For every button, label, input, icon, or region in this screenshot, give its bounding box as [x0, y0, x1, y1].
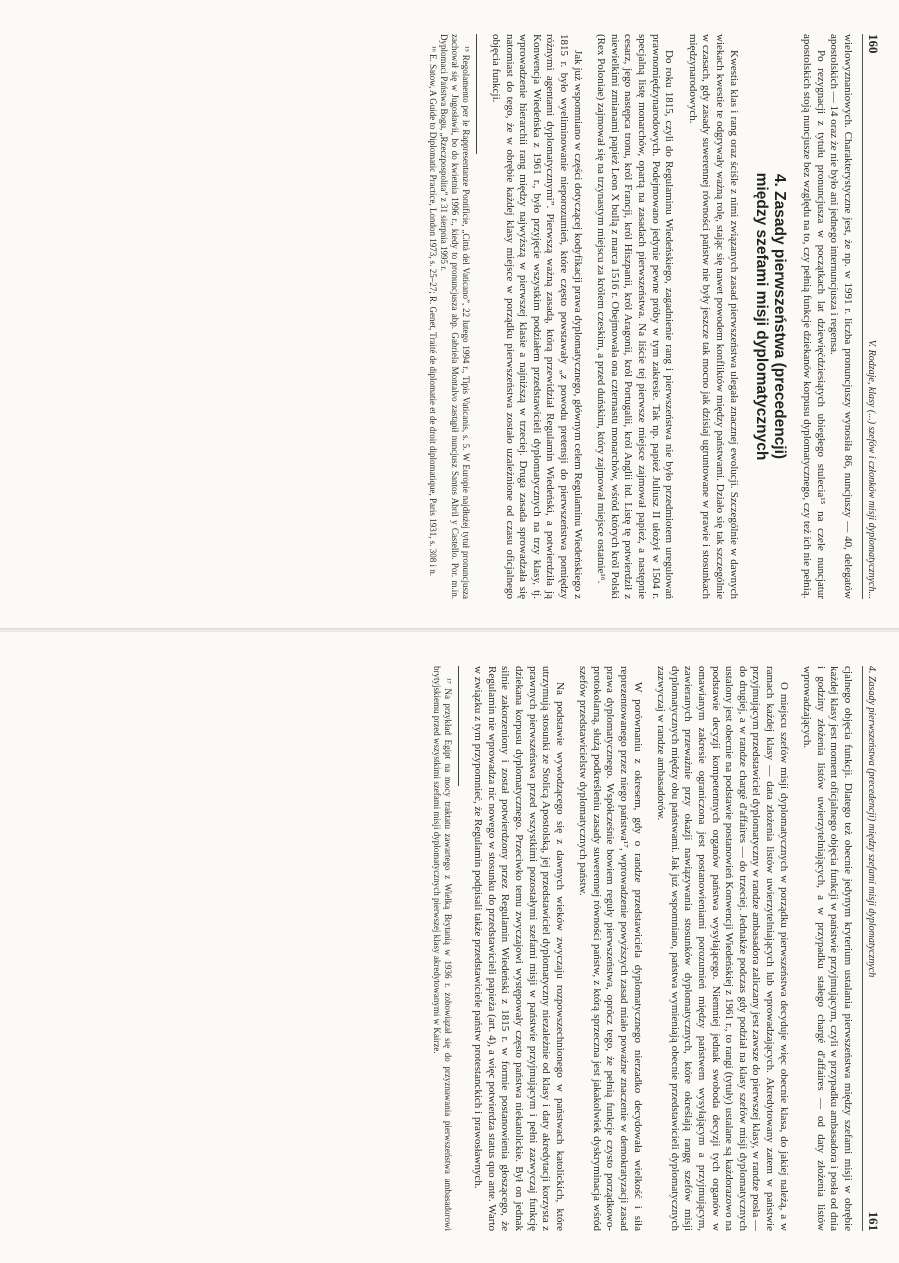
paragraph: Do roku 1815, czyli do Regulaminu Wiedeńskiego, zagadnienie rang i pierwszeństwa nie było przedmiotem uregulowań prawnomiędzynarodowych. Podejmowano jedynie pewne próby w tym zakresie. Tak np. papież Juliusz II ułożył w 1504 r. specjalną listę monarchów, opartą na zasadach pierwszeństwa. Na liście tej pierwsze miejsce zajmował papież, a następnie cesarz, jego następca tronu, król Francji, król Hiszpanii, król Aragonii, król Portugalii, król Anglii itd. Listę tę potwierdził z niewielkimi zmianami papież Leon X bullą z marca 1516 r. Obejmowała ona czternastu monarchów, wśród których król Polski (Rex Poloniae) zajmował się na trzynastym miejscu za królem czeskim, a przed duńskim, który zajmował miejsce ostatnie¹⁶. — [595, 34, 676, 599]
right-page — [0, 632, 899, 1263]
paragraph: cjalnego objęcia funkcji. Dlatego też obecnie jedynym kryterium ustalania pierwszeństwa między szefami misji w obrębie każdej klasy jest moment oficjalnego objęcia funkcji w państwie przyjmującym, czyli w przypadku ambasadora i posła od dnia i godziny złożenia listów uwierzytelniających, a w przypadku stałego chargé d'affaires — od daty złożenia listów wprowadzających. — [801, 666, 854, 1231]
right-running-header — [862, 666, 881, 1231]
left-header-title: V. Rodzaje, klasy (...) szefów i członków misji dyplomatycznych... — [866, 339, 877, 599]
left-running-header — [862, 34, 881, 599]
paragraph: O miejscu szefów misji dyplomatycznych w porządku pierwszeństwa decyduje więc obecnie klasa, do jakiej należą, a w ramach każdej klasy — data złożenia listów uwierzytelniających lub wprowadzających. Akredytowany zatem w państwie przyjmującym przedstawiciel dyplomatyczny w randze ambasadora zaliczany jest zawsze do pierwszej klasy, w randze posła — do drugiej, a w randze chargé d'affaires — do trzeciej. Jednakże podczas gdy podział na klasy szefów misji dyplomatycznych ustalony jest obecnie na podstawie postanowień Konwencji Wiedeńskiej z 1961 r., to rangi (tytuły) ustalane są każdorazowo na podstawie decyzji kompetentnych organów państwa wysyłającego. Niemniej jednak swoboda decyzji tych organów w omawianym zakresie ograniczona jest postanowieniami porozumień między państwem wysyłającym a przyjmującym, zawieranych przeważnie przy okazji nawiązywania stosunków dyplomatycznych, które określają rangę szefów misji dyplomatycznych między obu państwami. Jak już wspomniano, państwa wymieniają obecnie przedstawicieli dyplomatycznych zazwyczaj w randze ambasadorów. — [655, 666, 790, 1231]
paragraph: Jak już wspomniano w części dotyczącej kodyfikacji prawa dyplomatycznego, głównym celem Regulaminu Wiedeńskiego z 1815 r. było wyeliminowanie nieporozumień, które często powstawały „z powodu pretensji do pierwszeństwa pomiędzy różnymi agentami dyplomatycznymi”. Pierwszą ważną zasadą, którą przewidział Regulamin Wiedeński, a potwierdziła ją Konwencja Wiedeńska z 1961 r., było przyjęcie wszystkim podziałem przedstawicieli dyplomatycznych na trzy klasy, tj. wprowadzenie hierarchii rang między najwyższą w pierwszej klasie a najniższą w trzeciej. Druga zasada sprowadzała się natomiast do tego, że w obrębie każdej klasy miejsce w porządku pierwszeństwa zostało uzależnione od czasu oficjalnego objęcia funkcji. — [490, 34, 584, 599]
paragraph: Na podstawie wywodzącego się z dawnych wieków zwyczaju rozpowszechnionego w państwach katolickich, które utrzymują stosunki ze Stolicą Apostolską, jej przedstawiciel dyplomatyczny niezależnie od klasy i daty akredytacji korzysta z prawnych pierwszeństwa przed wszystkimi pozostałymi szefami misji w państwie przyjmującym i pełni zazwyczaj funkcję dziekana korpusu dyplomatycznego. Przeciwko temu zwyczajowi występowały często państwa niekatolickie. Był on jednak silnie zakorzeniony i został potwierdzony przez Regulamin Wiedeński z 1815 r. w formie postanowienia głoszącego, że Regulamin nie wprowadza nic nowego w stosunku do przedstawicieli papieża (art. 4), a więc potwierdza status quo ante. Warto w związku z tym przypomnieć, że Regulamin podpisali także przedstawiciele państw protestanckich i prawosławnych. — [472, 666, 566, 1231]
footnote: ¹⁵ Regolamento per le Rappresentanze Pontificie, „Città del Vaticano”, 22 lutego 1994 r., Tipis Vaticanis, s. 5. W Europie najdłużej tytuł pronuncjusza zachował się w Jugosławii, bo do kwietnia 1996 r., kiedy to pronuncjusza abp. Gabriela Montalvo zastąpił nuncjusz Santos Abril y Castello. Por. m.in. Dyplomaci Państwa Bogu, „Rzeczpospolita” z 31 sierpnia 1995 r. — [438, 34, 471, 599]
section-heading — [752, 74, 788, 559]
footnote-rule — [458, 666, 459, 786]
heading-line: między szefami misji dyplomatycznych — [752, 172, 770, 461]
paragraph: Po rezygnacji z tytułu pronuncjusza w początkach lat dziewięćdziesiątych ubiegłego stulecia¹⁵ na czele nuncjatur apostolskich stoją nuncjusze bez względu na to, czy pełnią funkcje dziekanów korpusu dyplomatycznego, czy też ich nie pełnią. — [801, 34, 827, 599]
paragraph: wielowyznaniowych. Charakterystyczne jest, że np. w 1991 r. liczba pronuncjuszy wynosiła 86, nuncjuszy — 40, delegatów apostolskich — 14 oraz że nie było ani jednego internuncjusza i regensa. — [828, 34, 854, 599]
paragraph: Kwestia klas i rang oraz ściśle z nimi związanych zasad pierwszeństwa ulegała znacznej ewolucji. Szczególnie w dawnych wiekach kwestie te odgrywały ważną rolę, stając się nawet powodem konfliktów między państwami. Działo się tak szczególnie w czasach, gdy zasady suwerennej równości państw nie były jeszcze tak mocno jak dzisiaj ugruntowane w prawie i stosunkach międzynarodowych. — [686, 34, 740, 599]
right-page-number: 161 — [866, 1211, 881, 1231]
footnote: ¹⁷ Na przykład Egipt na mocy traktatu zawartego z Wielką Brytanią w 1936 r. zobowiązał się do przyznawania pierwszeństwa ambasadorowi brytyjskiemu przed wszystkimi szefami misji dyplomatycznych pierwszej klasy akredytowanymi w Kairze. — [431, 666, 453, 1231]
footnote: ¹⁶ E. Satow, A Guide to Diplomatic Practice, London 1973, s. 25–27; R. Genet, Traité de diplomatie et de droit diplomatique, Paris 1931, s. 308 i n. — [427, 46, 438, 576]
paragraph: W porównaniu z okresem, gdy o randze przedstawiciela dyplomatycznego nierzadko decydowała wielkość i siła reprezentowanego przez niego państwa¹⁷, wprowadzenie powyższych zasad miało poważne znaczenie w demokratyzacji zasad prawa dyplomatycznego. Współcześnie bowiem reguły pierwszeństwa, oprócz tego, że pełnią funkcje czysto porządkowo-protokolarną, służą podkreśleniu zasady suwerennej równości państw, z którą sprzeczna jest jakakolwiek dyskryminacja wśród szefów przedstawicielstw dyplomatycznych państw. — [577, 666, 644, 1231]
left-page — [0, 0, 899, 631]
left-page-number: 160 — [866, 34, 881, 54]
footnote-rule — [476, 34, 477, 154]
heading-line: 4. Zasady pierwszeństwa (precedencji) — [770, 173, 788, 460]
right-header-title: 4. Zasady pierwszeństwa (precedencji) między szefami misji dyplomatycznych — [866, 666, 877, 978]
